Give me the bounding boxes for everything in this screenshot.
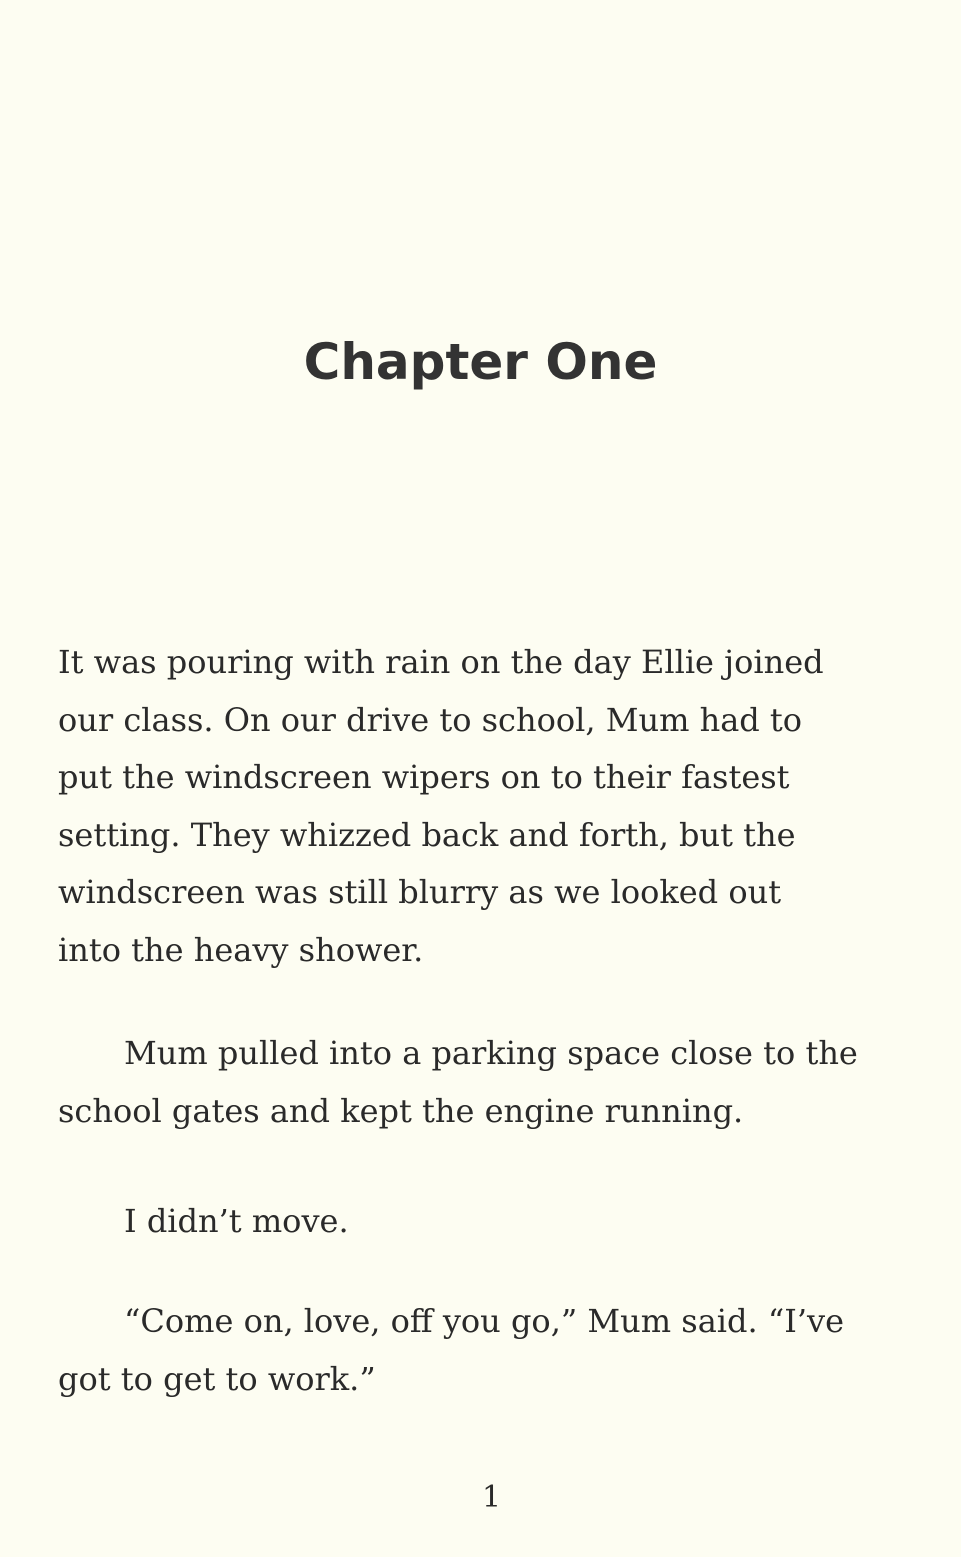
text-line: I didn’t move.	[124, 1202, 349, 1240]
paragraph-2	[58, 1025, 918, 1140]
text-line: got to get to work.”	[58, 1359, 376, 1398]
page-number: 1	[481, 1480, 502, 1515]
text-line: school gates and kept the engine running.	[58, 1091, 744, 1130]
text-line: our class. On our drive to school, Mum had to	[58, 700, 803, 739]
text-line: put the windscreen wipers on to their fastest	[58, 758, 790, 796]
text-line: windscreen was still blurry as we looked out	[58, 873, 782, 911]
text-line: It was pouring with rain on the day Ellie joined	[58, 643, 824, 681]
text-line: “Come on, love, off you go,” Mum said. “I’ve	[124, 1302, 845, 1340]
text-line: setting. They whizzed back and forth, but the	[58, 815, 796, 854]
text-line: Mum pulled into a parking space close to the	[124, 1034, 858, 1072]
paragraph-4	[58, 1293, 918, 1408]
chapter-title: Chapter One	[303, 333, 658, 391]
paragraph-1	[58, 634, 918, 979]
paragraph-3	[58, 1193, 918, 1251]
text-line: into the heavy shower.	[58, 930, 424, 969]
